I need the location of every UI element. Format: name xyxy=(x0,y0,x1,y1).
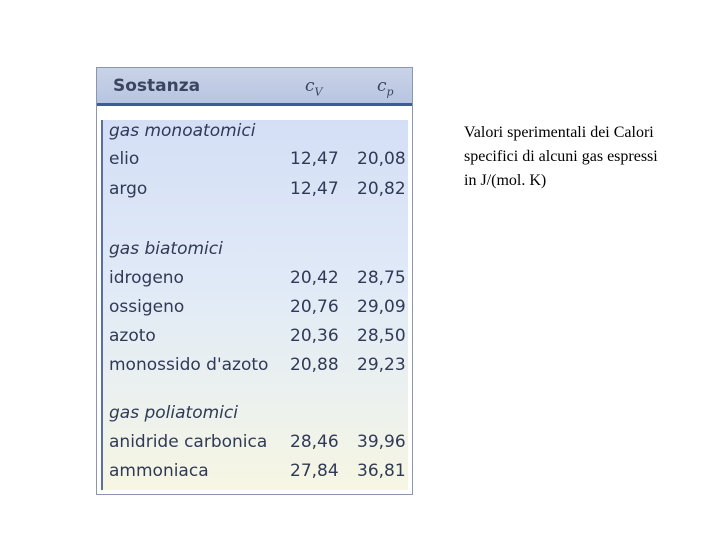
substance-name: azoto xyxy=(109,326,156,346)
cp-value: 20,08 xyxy=(357,149,406,169)
header-cp-symbol: c xyxy=(377,76,387,96)
table-row xyxy=(103,432,408,460)
cp-value: 36,81 xyxy=(357,461,406,481)
cv-value: 28,46 xyxy=(290,432,339,452)
table-row xyxy=(103,149,408,177)
table-row xyxy=(103,355,408,383)
substance-name: ossigeno xyxy=(109,297,185,317)
table-row xyxy=(103,326,408,354)
substance-name: anidride carbonica xyxy=(109,432,268,452)
header-substance: Sostanza xyxy=(113,76,201,96)
group-title xyxy=(103,403,408,431)
table-row xyxy=(103,179,408,207)
substance-name: monossido d'azoto xyxy=(109,355,269,375)
table-header xyxy=(97,68,412,106)
cp-value: 20,82 xyxy=(357,179,406,199)
cp-value: 29,23 xyxy=(357,355,406,375)
header-cp-subscript: p xyxy=(386,85,394,99)
group-title-monoatomic: gas monoatomici xyxy=(109,121,256,141)
group-title-polyatomic: gas poliatomici xyxy=(109,403,238,423)
header-cv-symbol: c xyxy=(305,76,315,96)
table-row xyxy=(103,268,408,296)
cv-value: 20,88 xyxy=(290,355,339,375)
table-row xyxy=(103,461,408,489)
header-cv xyxy=(305,76,322,98)
cv-value: 20,42 xyxy=(290,268,339,288)
table-body xyxy=(101,120,408,490)
substance-name: elio xyxy=(109,149,140,169)
cv-value: 27,84 xyxy=(290,461,339,481)
cp-value: 29,09 xyxy=(357,297,406,317)
substance-name: idrogeno xyxy=(109,268,184,288)
table-row xyxy=(103,297,408,325)
cp-value: 39,96 xyxy=(357,432,406,452)
substance-name: argo xyxy=(109,179,148,199)
cv-value: 20,36 xyxy=(290,326,339,346)
group-title xyxy=(103,121,408,149)
header-cp xyxy=(377,76,394,98)
cp-value: 28,75 xyxy=(357,268,406,288)
cv-value: 12,47 xyxy=(290,179,339,199)
header-cv-subscript: V xyxy=(314,85,323,99)
cv-value: 20,76 xyxy=(290,297,339,317)
substance-name: ammoniaca xyxy=(109,461,209,481)
specific-heat-table xyxy=(96,67,413,495)
group-title xyxy=(103,239,408,267)
cv-value: 12,47 xyxy=(290,149,339,169)
group-title-diatomic: gas biatomici xyxy=(109,239,223,259)
cp-value: 28,50 xyxy=(357,326,406,346)
table-caption: Valori sperimentali dei Calori specifici di alcuni gas espressi in J/(mol. K) xyxy=(464,124,658,189)
